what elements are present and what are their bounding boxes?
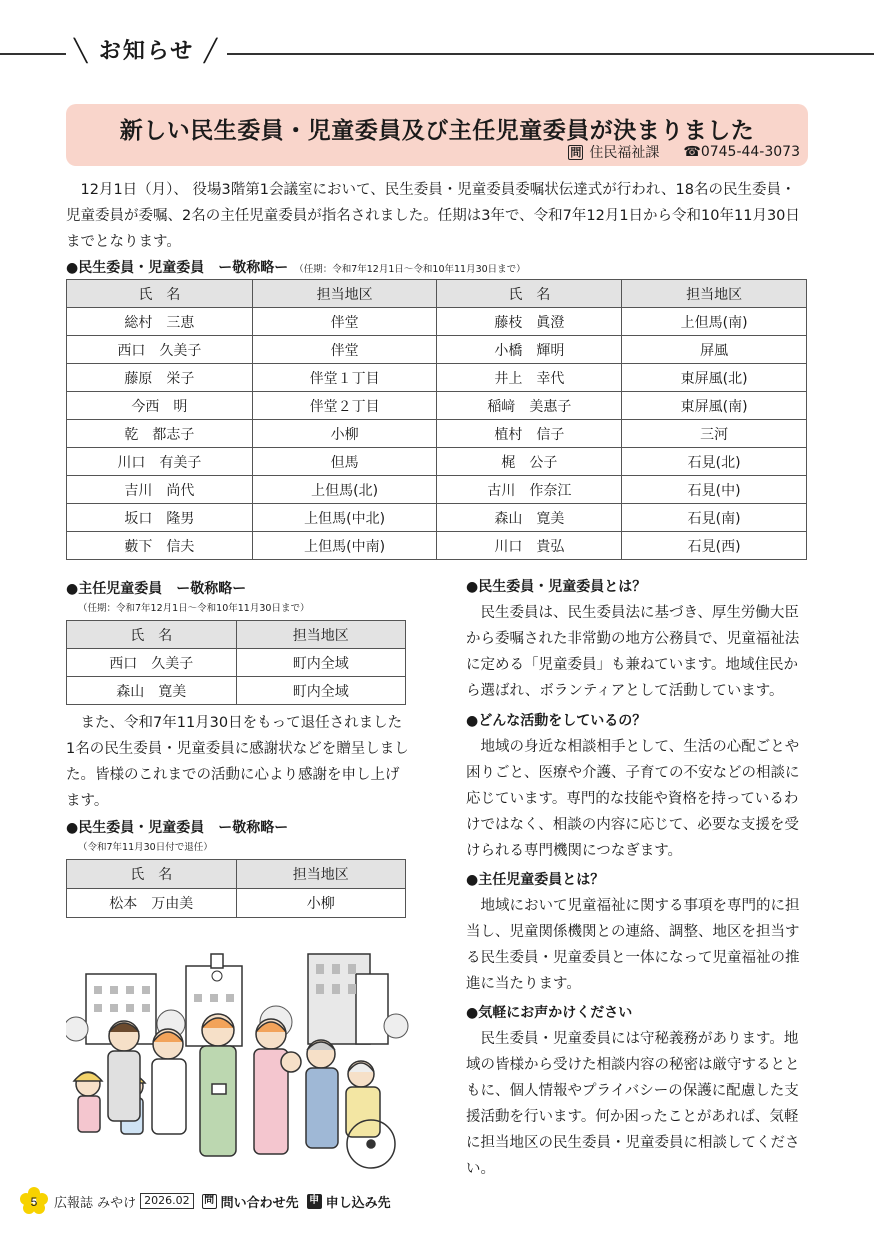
issue-date: 2026.02 — [140, 1193, 194, 1209]
member-name-cell: 古川 作奈江 — [437, 476, 622, 504]
page-number: 5 — [30, 1195, 38, 1209]
district-cell: 石見(北) — [622, 448, 807, 476]
district-cell: 石見(中) — [622, 476, 807, 504]
table-row — [67, 677, 406, 705]
district-cell: 町内全域 — [236, 677, 405, 705]
district-cell: 東屏風(北) — [622, 364, 807, 392]
flower-icon — [20, 1187, 48, 1215]
info-heading: ●どんな活動をしているの？ — [466, 713, 647, 729]
info-body: 地域の身近な相談相手として、生活の心配ごとや困りごと、医療や介護、子育ての不安などの相談に応じています。専門的な技能や資格を持っているわけではなく、相談の内容に応じて、必要な支援を受けられる専門機関につなぎます。 — [466, 739, 800, 859]
member-name-cell: 総村 三恵 — [67, 308, 253, 336]
header-name: 氏 名 — [67, 280, 253, 308]
table-row — [67, 476, 807, 504]
member-name-cell: 藤枝 眞澄 — [437, 308, 622, 336]
district-cell: 小柳 — [236, 889, 405, 918]
table-row — [67, 308, 807, 336]
table-row — [67, 889, 406, 918]
district-cell: 伴堂２丁目 — [252, 392, 437, 420]
table1-heading-text: ●民生委員・児童委員 ー敬称略ー — [66, 260, 289, 276]
section-label: お知らせ — [98, 39, 195, 64]
table2-term: （任期：令和7年12月1日〜令和10年11月30日まで） — [78, 603, 310, 614]
intro-paragraph: 12月1日（月）、 役場3階第1会議室において、民生委員・児童委員委嘱状伝達式が行われ、18名の民生委員・児童委員が委嘱、2名の主任児童委員が指名されました。任期は3年で、令和7年12月1日から令和10年11月30日までとなります。 — [66, 182, 800, 250]
magazine-name: 広報誌 みやけ — [54, 1195, 137, 1211]
committee-members-table — [66, 279, 807, 560]
member-name-cell: 坂口 隆男 — [67, 504, 253, 532]
district-cell: 上但馬(中北) — [252, 504, 437, 532]
member-name-cell: 井上 幸代 — [437, 364, 622, 392]
table-row — [67, 392, 807, 420]
section-title: ╲ お知らせ ╱ — [66, 34, 227, 65]
chief-child-committee-table — [66, 620, 406, 705]
table-header-row — [67, 621, 406, 649]
table1-heading — [66, 257, 526, 277]
article-title-box — [66, 104, 808, 166]
footer-apply — [307, 1192, 391, 1211]
info-body: 民生委員は、民生委員法に基づき、厚生労働大臣から委嘱された非常勤の地方公務員で、児童福祉法に定める「児童委員」も兼ねています。地域住民から選ばれ、ボランティアとして活動しています。 — [466, 605, 800, 699]
header-district: 担当地区 — [236, 621, 405, 649]
table-row — [67, 336, 807, 364]
info-heading: ●気軽にお声かけください — [466, 1005, 633, 1021]
header-name: 氏 名 — [437, 280, 622, 308]
district-cell: 但馬 — [252, 448, 437, 476]
member-name-cell: 松本 万由美 — [67, 889, 237, 918]
contact-phone: ☎0745-44-3073 — [683, 144, 800, 160]
member-name-cell: 今西 明 — [67, 392, 253, 420]
district-cell: 石見(西) — [622, 532, 807, 560]
member-name-cell: 西口 久美子 — [67, 336, 253, 364]
member-name-cell: 藪下 信夫 — [67, 532, 253, 560]
table-header-row — [67, 860, 406, 889]
page-footer — [20, 1186, 391, 1216]
member-name-cell: 川口 貴弘 — [437, 532, 622, 560]
district-cell: 上但馬(南) — [622, 308, 807, 336]
contact-department: 住民福祉課 — [589, 145, 660, 161]
inquiry-label: 問い合わせ先 — [220, 1195, 299, 1211]
info-section-contact-us — [466, 1002, 810, 1182]
info-body: 民生委員・児童委員には守秘義務があります。地域の皆様から受けた相談内容の秘密は厳守するとともに、個人情報やプライバシーの保護に配慮した支援活動を行います。何か困ったことがあれば、気軽に担当地区の民生委員・児童委員に相談してください。 — [466, 1031, 800, 1177]
footer-inquiry — [202, 1192, 299, 1211]
member-name-cell: 稲﨑 美惠子 — [437, 392, 622, 420]
district-cell: 町内全域 — [236, 649, 405, 677]
district-cell: 東屏風(南) — [622, 392, 807, 420]
table2-heading: ●主任児童委員 ー敬称略ー — [66, 581, 247, 597]
apply-icon: 申 — [307, 1194, 322, 1209]
info-heading: ●民生委員・児童委員とは？ — [466, 579, 647, 595]
table-row — [67, 364, 807, 392]
table-row — [67, 649, 406, 677]
table-header-row — [67, 280, 807, 308]
article-title: 新しい民生委員・児童委員及び主任児童委員が決まりました — [119, 118, 755, 144]
table-row — [67, 532, 807, 560]
table3-term: （令和7年11月30日付で退任） — [78, 842, 213, 853]
member-name-cell: 西口 久美子 — [67, 649, 237, 677]
member-name-cell: 藤原 栄子 — [67, 364, 253, 392]
table-row — [67, 420, 807, 448]
header-district: 担当地区 — [252, 280, 437, 308]
info-section-chief — [466, 869, 810, 997]
district-cell: 上但馬(北) — [252, 476, 437, 504]
community-illustration — [66, 934, 411, 1174]
member-name-cell: 森山 寛美 — [437, 504, 622, 532]
district-cell: 三河 — [622, 420, 807, 448]
header-name: 氏 名 — [67, 860, 237, 889]
district-cell: 小柳 — [252, 420, 437, 448]
district-cell: 伴堂 — [252, 308, 437, 336]
info-heading: ●主任児童委員とは？ — [466, 872, 605, 888]
table3-heading: ●民生委員・児童委員 ー敬称略ー — [66, 820, 289, 836]
retired-members-table — [66, 859, 406, 918]
header-district: 担当地区 — [622, 280, 807, 308]
member-name-cell: 植村 信子 — [437, 420, 622, 448]
table-row — [67, 448, 807, 476]
table1-term: （任期：令和7年12月1日〜令和10年11月30日まで） — [294, 264, 526, 275]
district-cell: 上但馬(中南) — [252, 532, 437, 560]
table-row — [67, 504, 807, 532]
member-name-cell: 森山 寛美 — [67, 677, 237, 705]
clock-icon — [212, 971, 222, 981]
member-name-cell: 川口 有美子 — [67, 448, 253, 476]
info-section-what-is — [466, 576, 810, 704]
member-name-cell: 乾 都志子 — [67, 420, 253, 448]
inquiry-icon: 問 — [202, 1194, 217, 1209]
header-district: 担当地区 — [236, 860, 405, 889]
member-name-cell: 吉川 尚代 — [67, 476, 253, 504]
info-section-activities — [466, 710, 810, 864]
member-name-cell: 梶 公子 — [437, 448, 622, 476]
member-name-cell: 小橋 輝明 — [437, 336, 622, 364]
district-cell: 伴堂 — [252, 336, 437, 364]
apply-label: 申し込み先 — [325, 1195, 391, 1211]
district-cell: 石見(南) — [622, 504, 807, 532]
retirement-paragraph: また、令和7年11月30日をもって退任されました1名の民生委員・児童委員に感謝状などを贈呈しました。皆様のこれまでの活動に心より感謝を申し上げます。 — [66, 715, 409, 809]
contact-info — [568, 142, 800, 162]
district-cell: 伴堂１丁目 — [252, 364, 437, 392]
info-body: 地域において児童福祉に関する事項を専門的に担当し、児童関係機関との連絡、調整、地区を担当する民生委員・児童委員と一体になって児童福祉の推進に当たります。 — [466, 898, 800, 992]
inquiry-icon: 問 — [570, 145, 582, 159]
header-name: 氏 名 — [67, 621, 237, 649]
district-cell: 屏風 — [622, 336, 807, 364]
